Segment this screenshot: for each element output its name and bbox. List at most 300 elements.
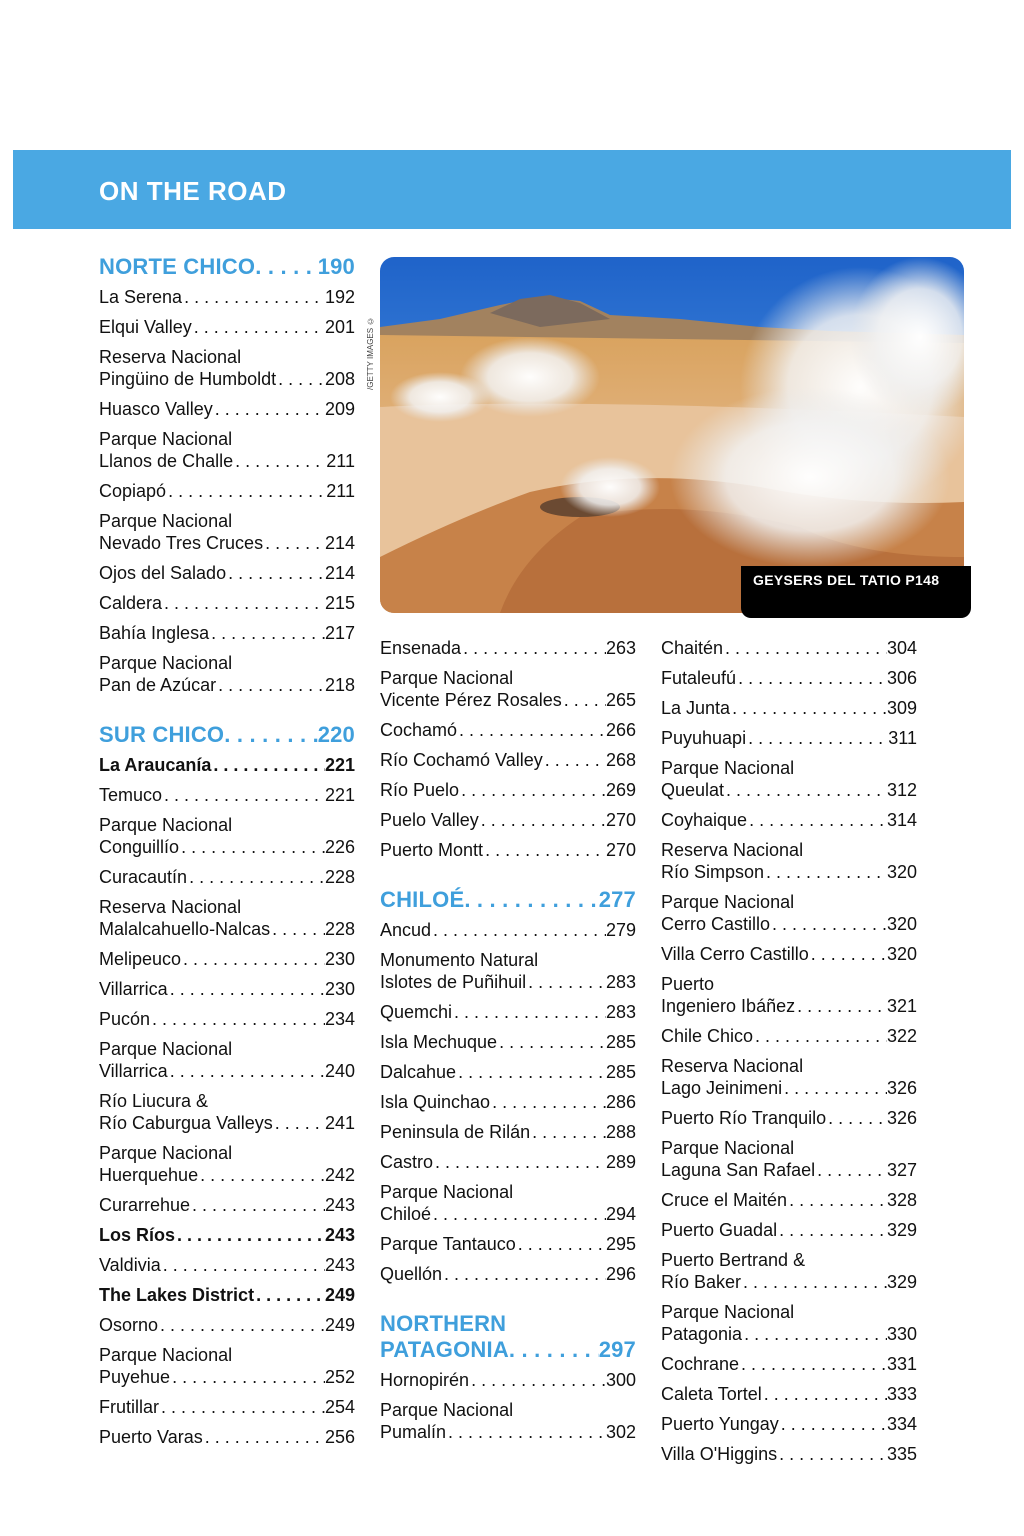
toc-entry-cochrane[interactable] [661,1353,917,1375]
entry-page: 312 [886,780,917,800]
dot-leader [213,398,325,420]
toc-entry-quellon[interactable] [380,1263,636,1285]
dot-leader [742,1323,887,1345]
entry-label: Caldera [99,593,163,613]
entry-label: Río Cochamó Valley [380,750,543,770]
toc-entry-parque-nacional-puyehue[interactable] [99,1344,355,1388]
dot-leader [736,667,887,689]
entry-label: Laguna San Rafael [661,1160,816,1180]
dot-leader [747,809,887,831]
toc-entry-villarrica[interactable] [99,978,355,1000]
toc-entry-isla-mechuque[interactable] [380,1031,636,1053]
entry-label-line1: Parque Nacional [661,758,795,778]
dot-leader [457,719,606,741]
geyser-photo [380,257,964,613]
toc-entry-isla-quinchao[interactable] [380,1091,636,1113]
entry-label: Chiloé [380,1204,432,1224]
entry-label: Temuco [99,785,163,805]
dot-leader [431,1203,606,1225]
dot-leader [746,727,888,749]
entry-page: 221 [324,755,355,775]
entry-label: Llanos de Challe [99,451,234,471]
entry-label: Chaitén [661,638,724,658]
dot-leader [190,1194,325,1216]
entry-page: 252 [324,1367,355,1387]
entry-page: 211 [326,451,355,471]
toc-subsection-los-rios[interactable] [99,1224,355,1246]
entry-page: 218 [324,675,355,695]
section-gap [99,696,355,722]
toc-entry-quemchi[interactable] [380,1001,636,1023]
entry-label: Puyehue [99,1367,171,1387]
entry-label-line1: Reserva Nacional [99,897,242,917]
dot-leader [166,480,326,502]
toc-entry-villa-cerro-castillo[interactable] [661,943,917,965]
dot-leader [446,1421,606,1443]
entry-page: 265 [605,690,636,710]
entry-label: Ensenada [380,638,462,658]
dot-leader [461,637,606,659]
section-gap [380,1285,636,1311]
entry-page: 266 [605,720,636,740]
toc-entry-parque-nacional-laguna-san-rafael[interactable] [661,1137,917,1181]
entry-label-line1: Parque Nacional [661,1138,795,1158]
toc-entry-puerto-ingeniero-ibanez[interactable] [661,973,917,1017]
entry-page: 288 [605,1122,636,1142]
entry-label-line1: Puerto Bertrand & [661,1250,806,1270]
dot-leader [162,592,325,614]
entry-label: Nevado Tres Cruces [99,533,264,553]
entry-label: Conguillío [99,837,180,857]
entry-page: 283 [605,1002,636,1022]
dot-leader [753,1025,887,1047]
entry-page: 302 [605,1422,636,1442]
entry-label: Puerto Montt [380,840,484,860]
toc-entry-monumento-natural-islotes-de-punihuil[interactable] [380,949,636,993]
entry-page: 242 [324,1165,355,1185]
dot-leader [175,1224,325,1246]
toc-entry-puerto-montt[interactable] [380,839,636,861]
entry-label: Lago Jeinimeni [661,1078,783,1098]
entry-label: Curarrehue [99,1195,191,1215]
dot-leader [273,1112,325,1134]
dot-leader [161,1254,325,1276]
toc-entry-osorno[interactable] [99,1314,355,1336]
entry-page: 309 [886,698,917,718]
entry-label: Dalcahue [380,1062,457,1082]
entry-page: 306 [886,668,917,688]
entry-label: Isla Mechuque [380,1032,498,1052]
dot-leader [255,254,317,280]
entry-page: 230 [324,979,355,999]
toc-entry-futaleufu[interactable] [661,667,917,689]
entry-label: Patagonia [661,1324,743,1344]
toc-entry-pucon[interactable] [99,1008,355,1030]
entry-label: Río Baker [661,1272,742,1292]
entry-page: 329 [886,1220,917,1240]
toc-entry-caleta-tortel[interactable] [661,1383,917,1405]
entry-page: 326 [886,1078,917,1098]
toc-entry-parque-nacional-pan-de-azucar[interactable] [99,652,355,696]
toc-entry-puelo-valley[interactable] [380,809,636,831]
entry-label-line1: Parque Nacional [661,1302,795,1322]
dot-leader [459,779,606,801]
entry-label: Pucón [99,1009,151,1029]
dot-leader [469,1369,606,1391]
section-heading-label-line1: NORTHERN [380,1311,507,1336]
entry-label: Villarrica [99,1061,168,1081]
dot-leader [777,1443,887,1465]
entry-page: 217 [324,623,355,643]
toc-entry-coyhaique[interactable] [661,809,917,831]
entry-page: 322 [886,1026,917,1046]
entry-label: La Junta [661,698,731,718]
entry-label-line1: Reserva Nacional [661,1056,804,1076]
section-heading-page: 190 [317,254,355,279]
entry-page: 304 [886,638,917,658]
dot-leader [741,1271,887,1293]
entry-page: 294 [605,1204,636,1224]
entry-label-line1: Reserva Nacional [661,840,804,860]
dot-leader [543,749,606,771]
section-heading-norte-chico[interactable] [99,254,355,280]
entry-page: 249 [324,1285,355,1305]
toc-entry-puerto-bertrand-rio-baker[interactable] [661,1249,917,1293]
dot-leader [464,887,598,913]
entry-label-line1: Parque Nacional [99,815,233,835]
entry-label: Islotes de Puñihuil [380,972,527,992]
section-heading-page: 277 [598,887,636,912]
dot-leader [795,995,887,1017]
toc-entry-puerto-guadal[interactable] [661,1219,917,1241]
entry-page: 321 [886,996,917,1016]
toc-entry-parque-tantauco[interactable] [380,1233,636,1255]
dot-leader [203,1426,325,1448]
photo-caption-text: GEYSERS DEL TATIO P148 [753,572,940,588]
entry-label-line1: Parque Nacional [99,1039,233,1059]
toc-entry-la-junta[interactable] [661,697,917,719]
entry-page: 230 [324,949,355,969]
dot-leader [479,809,606,831]
toc-entry-parque-nacional-patagonia[interactable] [661,1301,917,1345]
dot-leader [562,689,606,711]
toc-entry-puerto-yungay[interactable] [661,1413,917,1435]
toc-entry-puerto-rio-tranquilo[interactable] [661,1107,917,1129]
toc-column-3 [661,637,917,1465]
dot-leader [516,1233,606,1255]
section-gap [380,861,636,887]
toc-entry-puyuhuapi[interactable] [661,727,917,749]
dot-leader [192,316,325,338]
entry-label: Elqui Valley [99,317,192,337]
entry-label: Bahía Inglesa [99,623,210,643]
entry-page: 214 [324,563,355,583]
entry-page: 334 [886,1414,917,1434]
toc-entry-reserva-nacional-pinguino-de-humboldt[interactable] [99,346,355,390]
dot-leader [762,1383,887,1405]
entry-page: 320 [886,944,917,964]
entry-page: 269 [605,780,636,800]
entry-page: 285 [605,1032,636,1052]
entry-label: Quemchi [380,1002,453,1022]
entry-label: Ingeniero Ibáñez [661,996,796,1016]
toc-subsection-the-lakes-district[interactable] [99,1284,355,1306]
entry-label: Puyuhuapi [661,728,747,748]
dot-leader [483,839,606,861]
entry-page: 263 [605,638,636,658]
entry-page: 335 [886,1444,917,1464]
entry-label: Puerto Guadal [661,1220,778,1240]
dot-leader [764,861,887,883]
entry-label: Castro [380,1152,434,1172]
entry-label-line1: Parque Nacional [380,1400,514,1420]
toc-entry-hornopiren[interactable] [380,1369,636,1391]
entry-label-line1: Parque Nacional [99,511,233,531]
toc-entry-dalcahue[interactable] [380,1061,636,1083]
dot-leader [216,674,325,696]
toc-entry-reserva-nacional-rio-simpson[interactable] [661,839,917,883]
toc-entry-parque-nacional-chiloe[interactable] [380,1181,636,1225]
toc-entry-parque-nacional-nevado-tres-cruces[interactable] [99,510,355,554]
entry-page: 226 [324,837,355,857]
toc-entry-chile-chico[interactable] [661,1025,917,1047]
toc-entry-parque-nacional-llanos-de-challe[interactable] [99,428,355,472]
dot-leader [263,532,325,554]
dot-leader [770,913,887,935]
entry-page: 243 [324,1255,355,1275]
toc-entry-chaiten[interactable] [661,637,917,659]
entry-page: 289 [605,1152,636,1172]
entry-label: Huasco Valley [99,399,213,419]
toc-entry-huasco-valley[interactable] [99,398,355,420]
toc-entry-ancud[interactable] [380,919,636,941]
toc-entry-parque-nacional-queulat[interactable] [661,757,917,801]
entry-label-line1: Parque Nacional [99,653,233,673]
entry-page: 330 [886,1324,917,1344]
entry-label: Los Ríos [99,1225,176,1245]
entry-page: 270 [605,840,636,860]
entry-label: Ancud [380,920,432,940]
dot-leader [723,637,887,659]
toc-subsection-la-araucania[interactable] [99,754,355,776]
entry-label: Frutillar [99,1397,160,1417]
entry-page: 279 [605,920,636,940]
entry-label: Chile Chico [661,1026,754,1046]
toc-column-1 [99,254,355,1448]
entry-label: Ojos del Salado [99,563,227,583]
entry-label: Parque Tantauco [380,1234,516,1254]
entry-label-line1: Monumento Natural [380,950,539,970]
banner-title: ON THE ROAD [99,176,287,206]
entry-label-line1: Parque Nacional [380,1182,514,1202]
section-heading-page: 220 [317,722,355,747]
entry-label: Queulat [661,780,725,800]
entry-label-line1: Río Liucura & [99,1091,209,1111]
dot-leader [170,1366,325,1388]
toc-entry-valdivia[interactable] [99,1254,355,1276]
toc-entry-rio-puelo[interactable] [380,779,636,801]
section-banner [13,150,1011,229]
section-heading-label: NORTE CHICO [99,254,256,279]
entry-label: Pan de Azúcar [99,675,217,695]
entry-label: Pumalín [380,1422,447,1442]
toc-entry-ensenada[interactable] [380,637,636,659]
entry-label: Villa Cerro Castillo [661,944,809,964]
dot-leader [431,919,606,941]
dot-leader [224,722,317,748]
dot-leader [158,1314,325,1336]
toc-entry-melipeuco[interactable] [99,948,355,970]
dot-leader [490,1091,606,1113]
toc-entry-temuco[interactable] [99,784,355,806]
entry-page: 243 [324,1195,355,1215]
entry-page: 295 [605,1234,636,1254]
toc-entry-parque-nacional-vicente-perez-rosales[interactable] [380,667,636,711]
entry-label: Villarrica [99,979,168,999]
entry-label: Río Caburgua Valleys [99,1113,273,1133]
dot-leader [782,1077,887,1099]
toc-entry-copiapo[interactable] [99,480,355,502]
entry-label: Copiapó [99,481,167,501]
dot-leader [226,562,325,584]
toc-entry-rio-cochamo-valley[interactable] [380,749,636,771]
entry-label: Caleta Tortel [661,1384,762,1404]
entry-page: 201 [324,317,355,337]
entry-page: 208 [324,369,355,389]
entry-page: 285 [605,1062,636,1082]
entry-label: Peninsula de Rilán [380,1122,531,1142]
dot-leader [209,622,325,644]
toc-entry-reserva-nacional-lago-jeinimeni[interactable] [661,1055,917,1099]
entry-page: 240 [324,1061,355,1081]
section-heading-label: CHILOÉ [380,887,465,912]
toc-entry-peninsula-de-rilan[interactable] [380,1121,636,1143]
entry-page: 211 [326,481,355,501]
toc-entry-parque-nacional-villarrica[interactable] [99,1038,355,1082]
entry-label: Cochamó [380,720,458,740]
entry-label-line1: Parque Nacional [99,429,233,449]
toc-entry-rio-liucura-rio-caburgua-valleys[interactable] [99,1090,355,1134]
dot-leader [739,1353,887,1375]
dot-leader [497,1031,606,1053]
toc-entry-curarrehue[interactable] [99,1194,355,1216]
dot-leader [270,918,325,940]
entry-page: 192 [324,287,355,307]
section-heading-northern-patagonia[interactable] [380,1311,636,1363]
dot-leader [159,1396,325,1418]
section-heading-chiloe[interactable] [380,887,636,913]
dot-leader [198,1164,325,1186]
dot-leader [168,978,325,1000]
entry-page: 328 [886,1190,917,1210]
entry-page: 221 [324,785,355,805]
entry-label: Río Simpson [661,862,765,882]
entry-page: 214 [324,533,355,553]
entry-label-line1: Reserva Nacional [99,347,242,367]
dot-leader [826,1107,887,1129]
toc-entry-bahia-inglesa[interactable] [99,622,355,644]
toc-entry-parque-nacional-conguillio[interactable] [99,814,355,858]
section-heading-sur-chico[interactable] [99,722,355,748]
dot-leader [815,1159,887,1181]
dot-leader [179,836,325,858]
toc-entry-parque-nacional-cerro-castillo[interactable] [661,891,917,935]
entry-label: Huerquehue [99,1165,199,1185]
dot-leader [452,1001,606,1023]
entry-page: 256 [324,1427,355,1447]
toc-entry-parque-nacional-huerquehue[interactable] [99,1142,355,1186]
section-heading-label: PATAGONIA [380,1337,509,1362]
entry-page: 270 [605,810,636,830]
dot-leader [777,1219,887,1241]
entry-label-line1: Parque Nacional [99,1143,233,1163]
dot-leader [182,286,325,308]
dot-leader [779,1413,887,1435]
entry-label: Río Puelo [380,780,460,800]
entry-page: 234 [324,1009,355,1029]
entry-page: 215 [324,593,355,613]
entry-page: 326 [886,1108,917,1128]
toc-entry-cruce-el-maiten[interactable] [661,1189,917,1211]
dot-leader [730,697,887,719]
dot-leader [150,1008,325,1030]
toc-entry-curacautin[interactable] [99,866,355,888]
entry-label: Cruce el Maitén [661,1190,788,1210]
dot-leader [187,866,325,888]
toc-entry-la-serena[interactable] [99,286,355,308]
toc-entry-reserva-nacional-malalcahuello-nalcas[interactable] [99,896,355,940]
entry-label-line1: Parque Nacional [99,1345,233,1365]
entry-label-line1: Parque Nacional [380,668,514,688]
entry-page: 228 [324,867,355,887]
entry-page: 311 [888,728,917,748]
entry-page: 300 [605,1370,636,1390]
toc-entry-ojos-del-salado[interactable] [99,562,355,584]
entry-page: 268 [605,750,636,770]
entry-page: 320 [886,862,917,882]
toc-column-2 [380,637,636,1443]
toc-entry-cochamo[interactable] [380,719,636,741]
entry-label: Cerro Castillo [661,914,771,934]
toc-entry-parque-nacional-pumalin[interactable] [380,1399,636,1443]
section-heading-page: 297 [598,1337,636,1362]
entry-label: Malalcahuello-Nalcas [99,919,271,939]
entry-page: 314 [886,810,917,830]
entry-page: 320 [886,914,917,934]
entry-label: Vicente Pérez Rosales [380,690,562,710]
photo-caption [741,566,971,618]
entry-page: 283 [605,972,636,992]
toc-entry-elqui-valley[interactable] [99,316,355,338]
entry-label: Isla Quinchao [380,1092,491,1112]
entry-page: 254 [324,1397,355,1417]
entry-label: Osorno [99,1315,159,1335]
dot-leader [276,368,325,390]
dot-leader [233,450,326,472]
toc-entry-villa-o-higgins[interactable] [661,1443,917,1465]
toc-entry-castro[interactable] [380,1151,636,1173]
toc-entry-frutillar[interactable] [99,1396,355,1418]
toc-entry-caldera[interactable] [99,592,355,614]
toc-entry-puerto-varas[interactable] [99,1426,355,1448]
entry-page: 333 [886,1384,917,1404]
dot-leader [530,1121,606,1143]
entry-page: 331 [886,1354,917,1374]
dot-leader [211,754,325,776]
entry-label: La Serena [99,287,183,307]
entry-label: Puerto Varas [99,1427,203,1447]
entry-label: Villa O'Higgins [661,1444,778,1464]
